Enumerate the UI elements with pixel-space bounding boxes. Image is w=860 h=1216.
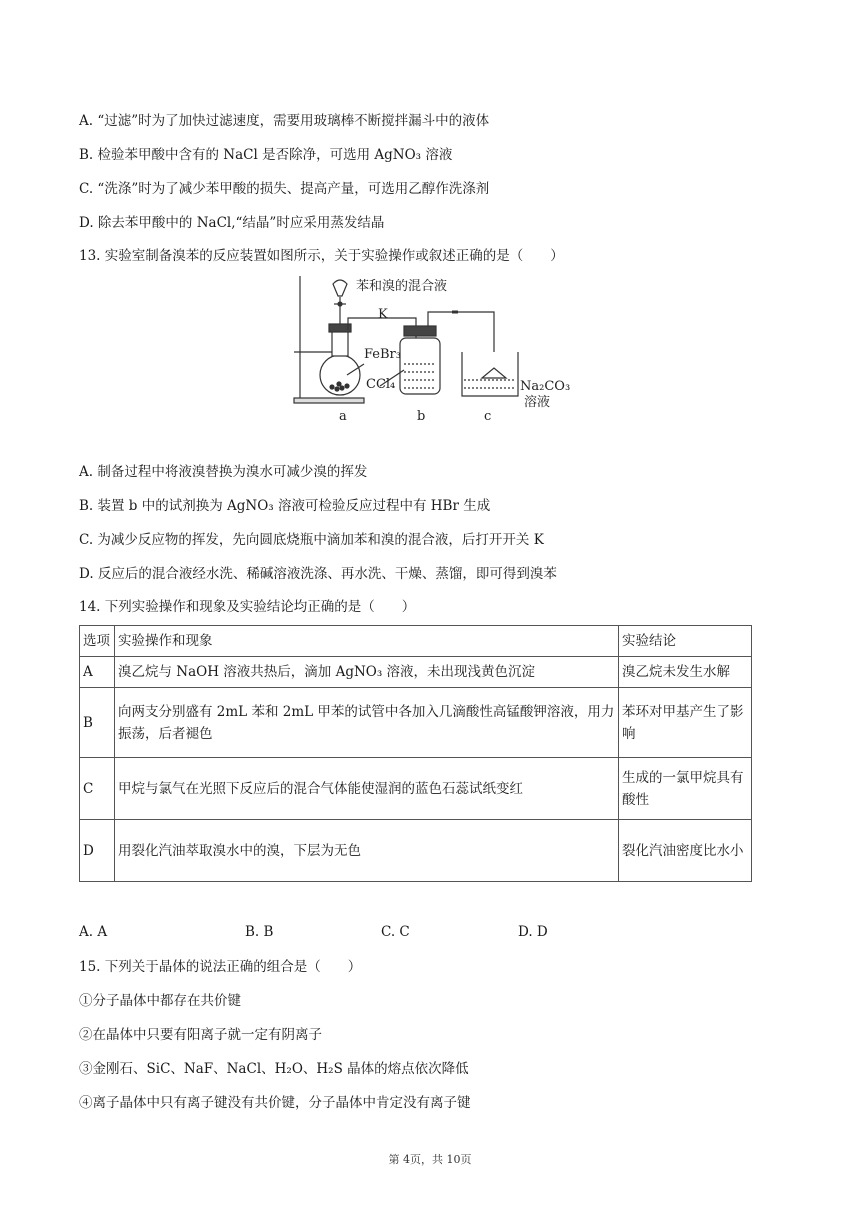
table-row — [80, 758, 752, 820]
row-operation: 用裂化汽油萃取溴水中的溴，下层为无色 — [115, 820, 619, 882]
q14-choice-c: C. C — [381, 924, 410, 940]
q12-option-b: B. 检验苯甲酸中含有的 NaCl 是否除净，可选用 AgNO₃ 溶液 — [79, 147, 453, 163]
label-mixture: 苯和溴的混合液 — [356, 279, 448, 294]
table-row — [80, 820, 752, 882]
label-a: a — [339, 409, 347, 422]
row-conclusion: 生成的一氯甲烷具有酸性 — [619, 758, 752, 820]
q15-stem: 15. 下列关于晶体的说法正确的组合是（ ） — [79, 959, 362, 975]
q13-option-c: C. 为减少反应物的挥发，先向圆底烧瓶中滴加苯和溴的混合液，后打开开关 K — [79, 532, 544, 548]
q13-option-a: A. 制备过程中将液溴替换为溴水可减少溴的挥发 — [79, 464, 368, 480]
row-operation: 甲烷与氯气在光照下反应后的混合气体能使湿润的蓝色石蕊试纸变红 — [115, 758, 619, 820]
experiment-table — [79, 625, 752, 882]
label-solution: 溶液 — [524, 395, 551, 410]
row-option: A — [80, 657, 115, 688]
row-conclusion: 裂化汽油密度比水小 — [619, 820, 752, 882]
table-row — [80, 688, 752, 758]
q15-item-3: ③金刚石、SiC、NaF、NaCl、H₂O、H₂S 晶体的熔点依次降低 — [79, 1061, 469, 1077]
row-operation: 向两支分别盛有 2mL 苯和 2mL 甲苯的试管中各加入几滴酸性高锰酸钾溶液，用力振荡，后者褪色 — [115, 688, 619, 758]
q15-item-4: ④离子晶体中只有离子键没有共价键，分子晶体中肯定没有离子键 — [79, 1095, 471, 1111]
row-conclusion: 溴乙烷未发生水解 — [619, 657, 752, 688]
q13-option-d: D. 反应后的混合液经水洗、稀碱溶液洗涤、再水洗、干燥、蒸馏，即可得到溴苯 — [79, 566, 557, 582]
q14-choice-b: B. B — [245, 924, 274, 940]
row-option: B — [80, 688, 115, 758]
label-ccl4: CCl₄ — [366, 377, 396, 392]
q14-choice-a: A. A — [79, 924, 108, 940]
table-row — [80, 657, 752, 688]
table-header-row — [80, 626, 752, 657]
row-operation: 溴乙烷与 NaOH 溶液共热后，滴加 AgNO₃ 溶液，未出现浅黄色沉淀 — [115, 657, 619, 688]
label-c: c — [484, 409, 492, 422]
page-footer: 第 4页，共 10页 — [388, 1153, 472, 1166]
header-option: 选项 — [80, 626, 115, 657]
q14-choices — [79, 924, 639, 942]
header-conclusion: 实验结论 — [619, 626, 752, 657]
row-option: D — [80, 820, 115, 882]
q15-item-1: ①分子晶体中都存在共价键 — [79, 993, 241, 1009]
apparatus-figure — [292, 272, 572, 422]
q15-item-2: ②在晶体中只要有阳离子就一定有阴离子 — [79, 1027, 322, 1043]
label-b: b — [417, 409, 426, 422]
q13-option-b: B. 装置 b 中的试剂换为 AgNO₃ 溶液可检验反应过程中有 HBr 生成 — [79, 498, 491, 514]
label-k: K — [378, 307, 388, 322]
q12-option-d: D. 除去苯甲酸中的 NaCl,“结晶”时应采用蒸发结晶 — [79, 215, 385, 231]
q14-choice-d: D. D — [518, 924, 548, 940]
q12-option-a: A. “过滤”时为了加快过滤速度，需要用玻璃棒不断搅拌漏斗中的液体 — [79, 113, 490, 129]
q13-stem: 13. 实验室制备溴苯的反应装置如图所示，关于实验操作或叙述正确的是（ ） — [79, 248, 564, 264]
row-conclusion: 苯环对甲基产生了影响 — [619, 688, 752, 758]
header-operation: 实验操作和现象 — [115, 626, 619, 657]
label-febr3: FeBr₃ — [364, 347, 401, 362]
q12-option-c: C. “洗涤”时为了减少苯甲酸的损失、提高产量，可选用乙醇作洗涤剂 — [79, 181, 490, 197]
row-option: C — [80, 758, 115, 820]
q14-stem: 14. 下列实验操作和现象及实验结论均正确的是（ ） — [79, 599, 416, 615]
label-na2co3: Na₂CO₃ — [520, 379, 571, 394]
